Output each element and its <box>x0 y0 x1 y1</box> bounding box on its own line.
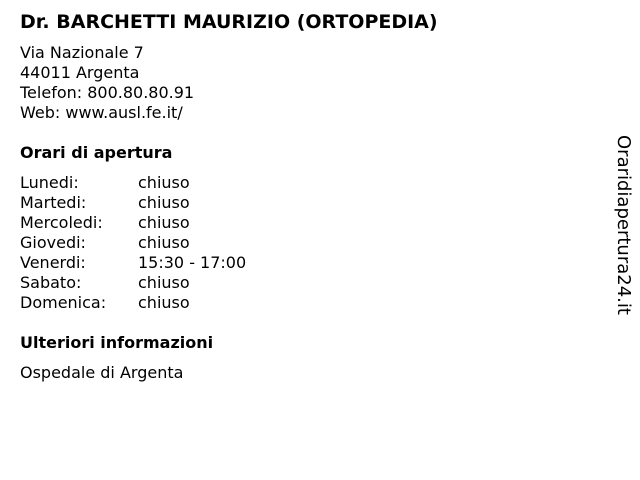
hours-row-sunday <box>20 293 246 313</box>
hours-row-tuesday <box>20 193 246 213</box>
site-watermark: Oraridiapertura24.it <box>613 135 634 315</box>
opening-hours-heading: Orari di apertura <box>20 143 173 162</box>
further-info-text: Ospedale di Argenta <box>20 363 184 382</box>
hours-value: chiuso <box>138 213 190 232</box>
hours-value: chiuso <box>138 273 190 292</box>
day-label: Martedi: <box>20 193 87 212</box>
hours-row-friday <box>20 253 246 273</box>
hours-row-saturday <box>20 273 246 293</box>
day-label: Sabato: <box>20 273 82 292</box>
hours-value: chiuso <box>138 193 190 212</box>
website-link[interactable]: Web: www.ausl.fe.it/ <box>20 103 183 122</box>
phone-number: Telefon: 800.80.80.91 <box>20 83 195 102</box>
hours-value: chiuso <box>138 173 190 192</box>
business-card <box>20 10 600 383</box>
day-label: Giovedi: <box>20 233 86 252</box>
day-label: Venerdi: <box>20 253 86 272</box>
day-label: Mercoledi: <box>20 213 103 232</box>
hours-value: chiuso <box>138 293 190 312</box>
further-info-heading: Ulteriori informazioni <box>20 333 214 352</box>
page-title: Dr. BARCHETTI MAURIZIO (ORTOPEDIA) <box>20 11 438 33</box>
hours-row-wednesday <box>20 213 246 233</box>
day-label: Lunedi: <box>20 173 79 192</box>
day-label: Domenica: <box>20 293 107 312</box>
hours-value: 15:30 - 17:00 <box>138 253 247 272</box>
hours-row-monday <box>20 173 246 193</box>
address-block <box>20 43 600 123</box>
opening-hours-table <box>20 173 246 313</box>
street-address: Via Nazionale 7 <box>20 43 144 62</box>
city-address: 44011 Argenta <box>20 63 140 82</box>
hours-value: chiuso <box>138 233 190 252</box>
hours-row-thursday <box>20 233 246 253</box>
